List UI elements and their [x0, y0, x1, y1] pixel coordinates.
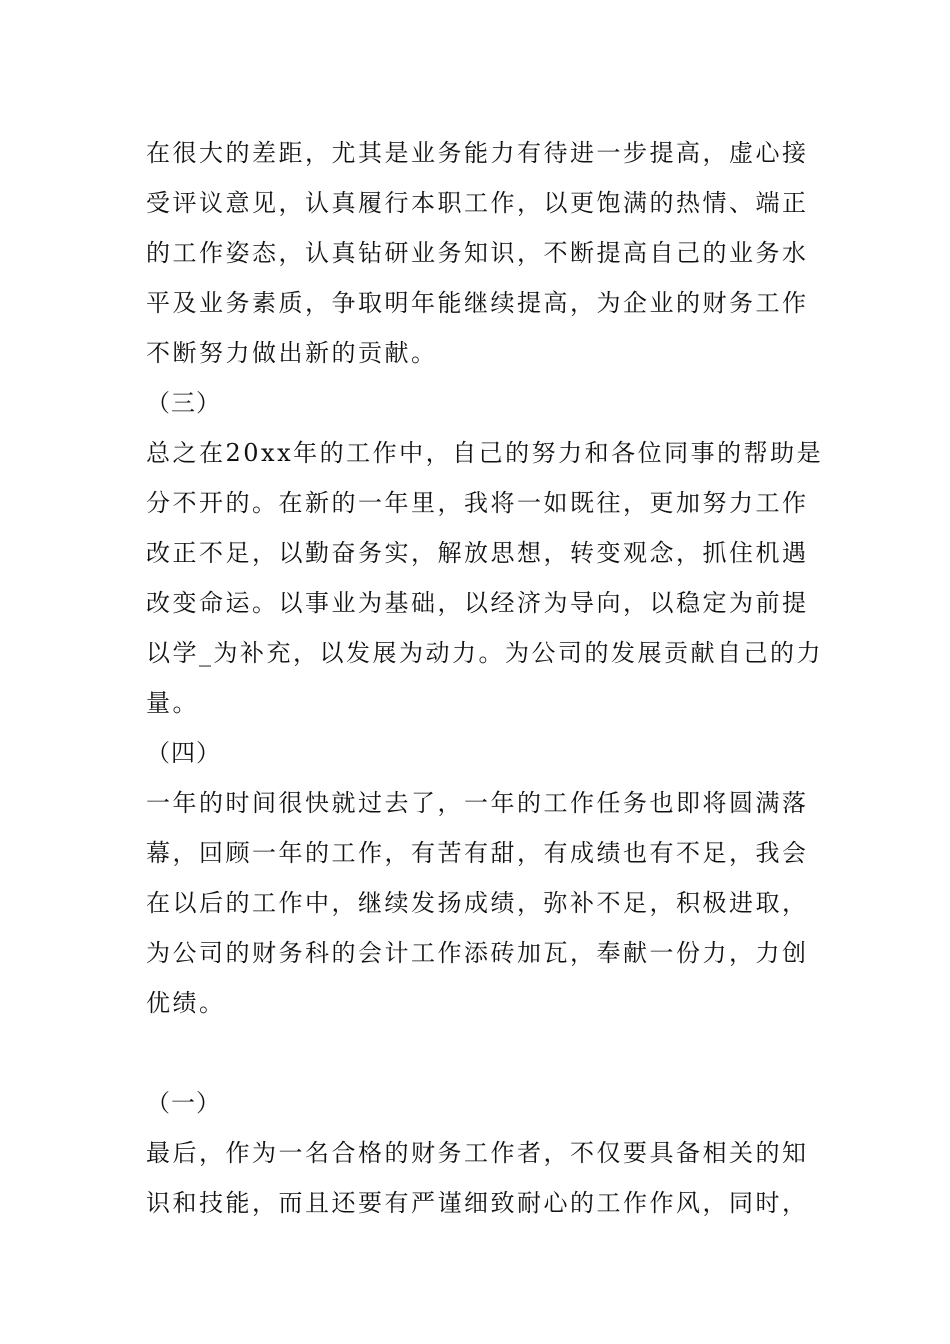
- paragraph-line: 受评议意见，认真履行本职工作，以更饱满的热情、端正: [146, 189, 809, 217]
- paragraph-line: 不断努力做出新的贡献。: [146, 339, 438, 367]
- blank-line: [146, 1028, 816, 1078]
- paragraph-line: 的工作姿态，认真钻研业务知识，不断提高自己的业务水: [146, 239, 809, 267]
- paragraph-line: 改变命运。以事业为基础，以经济为导向，以稳定为前提: [146, 589, 809, 617]
- document-body: [146, 128, 824, 1228]
- paragraph-line: 一年的时间很快就过去了，一年的工作任务也即将圆满落: [146, 789, 809, 817]
- paragraph-line: 优绩。: [146, 989, 226, 1017]
- paragraph-line: 在很大的差距，尤其是业务能力有待进一步提高，虚心接: [146, 139, 809, 167]
- paragraph-line: 最后，作为一名合格的财务工作者，不仅要具备相关的知: [146, 1139, 809, 1167]
- paragraph-line: 分不开的。在新的一年里，我将一如既往，更加努力工作: [146, 489, 809, 517]
- section-heading-1: （一）: [146, 1089, 221, 1117]
- paragraph-line: 幕，回顾一年的工作，有苦有甜，有成绩也有不足，我会: [146, 839, 809, 867]
- paragraph-line: 平及业务素质，争取明年能继续提高，为企业的财务工作: [146, 289, 809, 317]
- paragraph-line: 量。: [146, 689, 199, 717]
- paragraph-2: [146, 428, 824, 728]
- section-heading-3: （三）: [146, 389, 221, 417]
- paragraph-line: 在以后的工作中，继续发扬成绩，弥补不足，积极进取，: [146, 889, 809, 917]
- paragraph-line: 以学_为补充，以发展为动力。为公司的发展贡献自己的力: [146, 639, 823, 667]
- paragraph-4: [146, 1128, 816, 1228]
- paragraph-1: [146, 128, 816, 378]
- paragraph-line: 改正不足，以勤奋务实，解放思想，转变观念，抓住机遇: [146, 539, 809, 567]
- section-heading-4: （四）: [146, 739, 221, 767]
- paragraph-line: 识和技能，而且还要有严谨细致耐心的工作作风，同时，: [146, 1189, 809, 1217]
- paragraph-line: 总之在20xx年的工作中，自己的努力和各位同事的帮助是: [146, 439, 824, 467]
- paragraph-line: 为公司的财务科的会计工作添砖加瓦，奉献一份力，力创: [146, 939, 809, 967]
- paragraph-3: [146, 778, 816, 1028]
